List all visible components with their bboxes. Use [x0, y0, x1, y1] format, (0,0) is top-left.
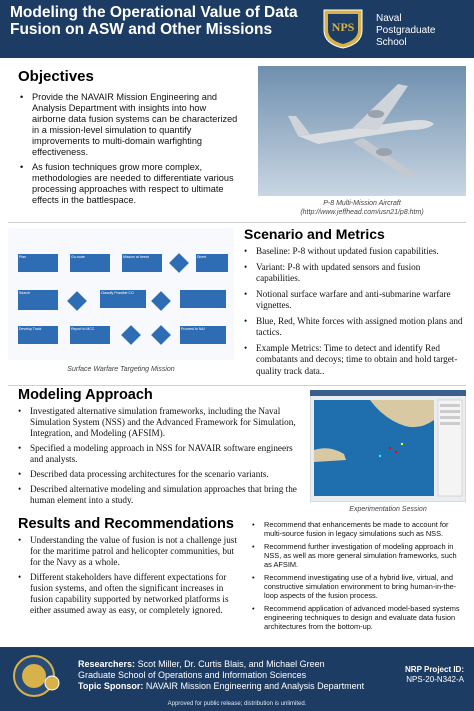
- sponsor-label: Topic Sponsor:: [78, 681, 144, 691]
- school-name: Naval Postgraduate School: [376, 13, 436, 48]
- list-item: • Understanding the value of fusion is not a challenge just for the maritime patrol and helicopter communities, but for the Navy as a whole.: [18, 535, 246, 568]
- flow-node-classify: Classify Possible CO: [100, 290, 146, 308]
- results-right-list: [252, 520, 466, 635]
- scenario-list: [244, 246, 466, 381]
- list-item: • Recommend that enhancements be made to account for multi-source fusion in legacy simulations such as NSS.: [252, 520, 466, 538]
- department: Graduate School of Operations and Information Sciences: [78, 670, 307, 680]
- poster-footer: [0, 647, 474, 711]
- flow-decision: [169, 253, 189, 273]
- divider: [8, 385, 466, 386]
- flow-node-develop-track: Develop Track: [18, 326, 58, 344]
- list-item: • Provide the NAVAIR Mission Engineering and Analysis Department with insights into how airborne data fusion systems can be characterized in a mission-level simulation to quantify improvements to multi-domain warfighting effectiveness.: [20, 92, 242, 158]
- modeling-list: [18, 406, 308, 510]
- results-heading: Results and Recommendations: [18, 516, 234, 532]
- aircraft-caption: P-8 Multi-Mission Aircraft (http://www.jeffhead.com/usn21/p8.htm): [300, 200, 424, 216]
- poster-header: [0, 0, 474, 58]
- objectives-list: [20, 92, 242, 210]
- list-item: • Baseline: P-8 without updated fusion capabilities.: [244, 246, 466, 258]
- sponsor: NAVAIR Mission Engineering and Analysis Department: [145, 681, 365, 691]
- researchers: Scot Miller, Dr. Curtis Blais, and Michael Green: [137, 659, 325, 669]
- p8-aircraft-photo: [258, 66, 466, 196]
- flow-decision: [151, 291, 171, 311]
- flow-decision: [121, 325, 141, 345]
- project-id-block: [405, 665, 464, 685]
- flow-node-search: Search: [18, 290, 58, 310]
- flow-node-plan: Plan: [18, 254, 58, 272]
- list-item: • Variant: P-8 with updated sensors and fusion capabilities.: [244, 262, 466, 285]
- list-item: • Specified a modeling approach in NSS for NAVAIR software engineers and analysts.: [18, 443, 308, 465]
- flow-node-divert: Divert: [196, 254, 228, 272]
- list-item: • Notional surface warfare and anti-submarine warfare vignettes.: [244, 289, 466, 312]
- release-note: Approved for public release; distribution is unlimited.: [167, 701, 307, 707]
- nps-logo: [318, 6, 368, 50]
- list-item: • As fusion techniques grow more complex, methodologies are needed to differentiate various processing approaches with respect to ultimate effects in the battlespace.: [20, 162, 242, 206]
- screenshot-caption: Experimentation Session: [349, 506, 427, 513]
- mission-flow-diagram: [8, 228, 234, 360]
- navy-seal-icon: [12, 653, 60, 699]
- list-item: • Investigated alternative simulation frameworks, including the Naval Simulation System (NSS) and the Advanced Framework for Simulation, Integration, and Modeling (AFSIM).: [18, 406, 308, 439]
- scenario-heading: Scenario and Metrics: [244, 226, 385, 242]
- credits: [78, 659, 364, 692]
- project-id: NPS-20-N342-A: [406, 675, 464, 684]
- flow-node-go-route: Go-route: [70, 254, 110, 272]
- list-item: • Recommend investigating use of a hybrid live, virtual, and constructive simulation environment to bring human-in-the-loop aspects of the fusion process.: [252, 573, 466, 600]
- list-item: • Described alternative modeling and simulation approaches that bring the human element into a study.: [18, 484, 308, 506]
- list-item: • Recommend application of advanced model-based systems engineering techniques to design and evaluate data fusion architectures from the bottom-up.: [252, 604, 466, 631]
- list-item: • Different stakeholders have different expectations for fusion systems, and often the significant increases in fusion capability supported by networked platforms is either assumed away as easy, or completely ignored.: [18, 572, 246, 616]
- list-item: • Blue, Red, White forces with assigned motion plans and tactics.: [244, 316, 466, 339]
- modeling-heading: Modeling Approach: [18, 387, 153, 403]
- list-item: • Recommend further investigation of modeling approach in NSS, as well as more general simulation frameworks, such as AFSIM.: [252, 542, 466, 569]
- flow-decision: [151, 325, 171, 345]
- list-item: • Example Metrics: Time to detect and identify Red combatants and decoys; time to obtain and hold target-quality track data..: [244, 343, 466, 378]
- divider: [8, 222, 466, 223]
- flow-node-mission-at-threat: Mission at threat: [122, 254, 162, 272]
- project-label: NRP Project ID:: [405, 665, 464, 674]
- list-item: • Described data processing architectures for the scenario variants.: [18, 469, 308, 480]
- researchers-label: Researchers:: [78, 659, 136, 669]
- poster-title: Modeling the Operational Value of Data Fusion on ASW and Other Missions: [10, 4, 298, 38]
- diagram-caption: Surface Warfare Targeting Mission: [67, 366, 175, 373]
- results-left-list: [18, 535, 246, 620]
- svg-text:NPS: NPS: [331, 20, 355, 34]
- flow-node-proceed: Proceed to NAI: [180, 326, 226, 344]
- objectives-heading: Objectives: [18, 68, 94, 85]
- flow-node-id: [180, 290, 226, 308]
- experimentation-screenshot: [310, 390, 466, 502]
- flow-decision: [67, 291, 87, 311]
- flow-node-report: Report to MCC: [70, 326, 110, 344]
